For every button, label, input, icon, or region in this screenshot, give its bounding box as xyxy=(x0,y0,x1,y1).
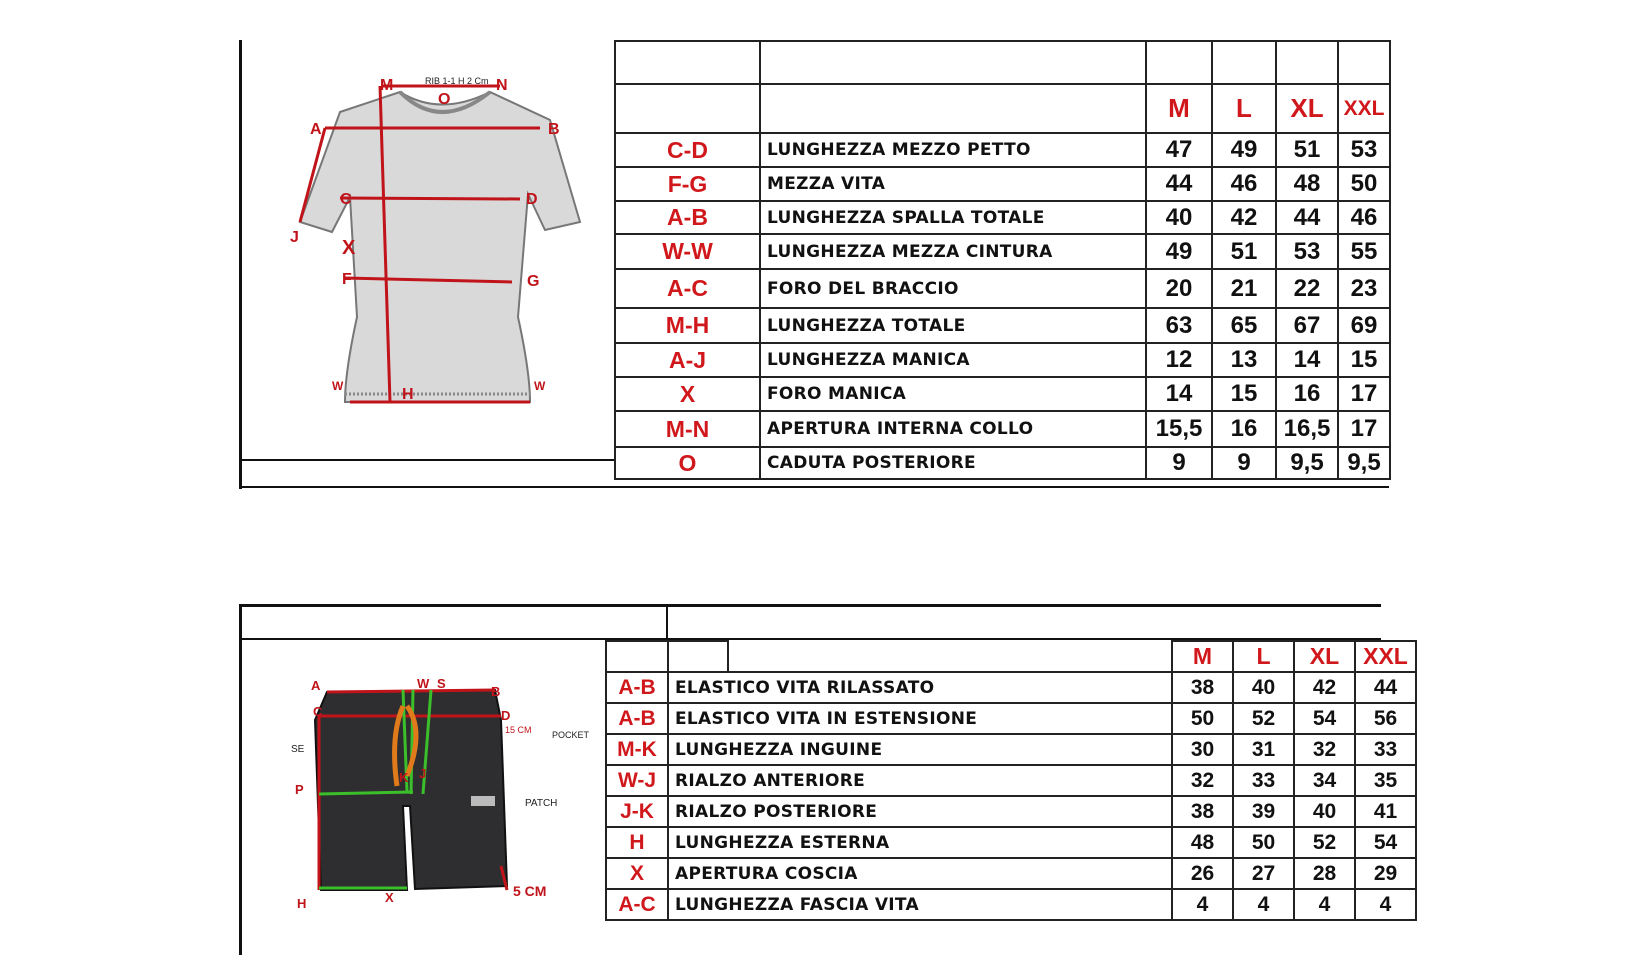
shirt-table-row xyxy=(615,377,1390,411)
measure-label: LUNGHEZZA INGUINE xyxy=(668,734,1172,765)
shorts-table-row xyxy=(606,858,1416,889)
point-label: D xyxy=(526,191,538,208)
measure-value: 40 xyxy=(1146,201,1212,234)
top-left-border xyxy=(239,40,242,489)
measure-value: 55 xyxy=(1338,234,1390,269)
measure-value: 46 xyxy=(1212,167,1276,201)
point-label: A xyxy=(311,678,321,693)
measure-code: X xyxy=(615,377,760,411)
size-header: XL xyxy=(1276,84,1338,133)
shirt-table-row xyxy=(615,269,1390,308)
shorts-table-row xyxy=(606,889,1416,920)
measure-label: LUNGHEZZA MEZZO PETTO xyxy=(760,133,1146,167)
measure-value: 54 xyxy=(1294,703,1355,734)
tshirt-diagram xyxy=(290,72,590,422)
size-header: M xyxy=(1146,84,1212,133)
measure-code: A-C xyxy=(606,889,668,920)
measure-value: 9 xyxy=(1146,447,1212,479)
measure-value: 44 xyxy=(1276,201,1338,234)
d-measure-note: 15 CM xyxy=(505,725,532,735)
shirt-table-row xyxy=(615,167,1390,201)
point-label: H xyxy=(402,386,414,403)
bottom-left-border xyxy=(239,605,242,955)
patch-note: PATCH xyxy=(525,798,558,809)
measure-value: 67 xyxy=(1276,308,1338,343)
measure-value: 14 xyxy=(1146,377,1212,411)
bottom-header-divider xyxy=(666,605,668,640)
measure-label: ELASTICO VITA IN ESTENSIONE xyxy=(668,703,1172,734)
measure-value: 29 xyxy=(1355,858,1416,889)
shorts-table-row xyxy=(606,672,1416,703)
point-label: B xyxy=(548,121,560,138)
measure-code: H xyxy=(606,827,668,858)
measure-value: 15 xyxy=(1338,343,1390,377)
shirt-table-row xyxy=(615,234,1390,269)
measure-label: ELASTICO VITA RILASSATO xyxy=(668,672,1172,703)
shorts-size-header xyxy=(606,641,1416,672)
measure-value: 42 xyxy=(1294,672,1355,703)
pocket-note: POCKET xyxy=(552,730,590,740)
measure-value: 50 xyxy=(1172,703,1233,734)
measure-value: 13 xyxy=(1212,343,1276,377)
point-label: J xyxy=(290,229,299,246)
measure-value: 16,5 xyxy=(1276,411,1338,447)
shorts-table-row xyxy=(606,765,1416,796)
shorts-table-row xyxy=(606,827,1416,858)
measure-value: 22 xyxy=(1276,269,1338,308)
measure-value: 4 xyxy=(1294,889,1355,920)
measure-value: 34 xyxy=(1294,765,1355,796)
point-label: H xyxy=(297,896,307,911)
measure-value: 16 xyxy=(1212,411,1276,447)
measure-value: 56 xyxy=(1355,703,1416,734)
measure-code: A-B xyxy=(615,201,760,234)
measure-code: J-K xyxy=(606,796,668,827)
measure-value: 17 xyxy=(1338,411,1390,447)
measure-value: 32 xyxy=(1172,765,1233,796)
measure-value: 69 xyxy=(1338,308,1390,343)
point-label: K xyxy=(399,770,409,785)
measure-code: M-K xyxy=(606,734,668,765)
measure-label: LUNGHEZZA MANICA xyxy=(760,343,1146,377)
hem-note: 5 CM xyxy=(513,883,547,899)
measure-code: M-H xyxy=(615,308,760,343)
measure-value: 15,5 xyxy=(1146,411,1212,447)
side-note: SE xyxy=(291,744,305,755)
patch-icon xyxy=(471,796,495,806)
shirt-table-row xyxy=(615,308,1390,343)
measure-value: 14 xyxy=(1276,343,1338,377)
measure-label: LUNGHEZZA MEZZA CINTURA xyxy=(760,234,1146,269)
measure-label: LUNGHEZZA TOTALE xyxy=(760,308,1146,343)
measure-value: 49 xyxy=(1212,133,1276,167)
point-label: C xyxy=(340,191,352,208)
measure-value: 30 xyxy=(1172,734,1233,765)
measure-value: 52 xyxy=(1233,703,1294,734)
size-header: L xyxy=(1212,84,1276,133)
measure-value: 63 xyxy=(1146,308,1212,343)
measure-value: 51 xyxy=(1276,133,1338,167)
point-label: X xyxy=(342,237,356,259)
point-label: M xyxy=(380,77,394,94)
shirt-table-row xyxy=(615,343,1390,377)
point-label: N xyxy=(496,77,508,94)
top-bottom-border xyxy=(239,486,1389,488)
size-header: XXL xyxy=(1338,84,1390,133)
point-label: W xyxy=(417,676,430,691)
measure-label: MEZZA VITA xyxy=(760,167,1146,201)
measure-value: 40 xyxy=(1294,796,1355,827)
measure-value: 33 xyxy=(1233,765,1294,796)
measure-label: LUNGHEZZA ESTERNA xyxy=(668,827,1172,858)
measure-label: CADUTA POSTERIORE xyxy=(760,447,1146,479)
measure-code: F-G xyxy=(615,167,760,201)
size-header: M xyxy=(1172,641,1233,672)
measure-value: 51 xyxy=(1212,234,1276,269)
measure-value: 15 xyxy=(1212,377,1276,411)
measure-value: 53 xyxy=(1276,234,1338,269)
measure-value: 35 xyxy=(1355,765,1416,796)
point-label: B xyxy=(491,684,501,699)
measure-value: 9 xyxy=(1212,447,1276,479)
measure-value: 4 xyxy=(1172,889,1233,920)
measure-value: 41 xyxy=(1355,796,1416,827)
measure-value: 48 xyxy=(1276,167,1338,201)
point-label: S xyxy=(437,676,446,691)
point-label: D xyxy=(501,708,511,723)
size-header: L xyxy=(1233,641,1294,672)
measure-value: 4 xyxy=(1355,889,1416,920)
measure-label: LUNGHEZZA FASCIA VITA xyxy=(668,889,1172,920)
measure-value: 32 xyxy=(1294,734,1355,765)
measure-value: 26 xyxy=(1172,858,1233,889)
point-label: F xyxy=(342,271,352,288)
measure-code: A-C xyxy=(615,269,760,308)
measure-value: 44 xyxy=(1146,167,1212,201)
measure-value: 28 xyxy=(1294,858,1355,889)
measure-code: C-D xyxy=(615,133,760,167)
size-header: XXL xyxy=(1355,641,1416,672)
measure-value: 47 xyxy=(1146,133,1212,167)
shirt-size-header xyxy=(615,84,1390,133)
shirt-table-row xyxy=(615,447,1390,479)
shorts-table-row xyxy=(606,703,1416,734)
measure-value: 27 xyxy=(1233,858,1294,889)
measure-value: 17 xyxy=(1338,377,1390,411)
measure-value: 50 xyxy=(1233,827,1294,858)
size-header: XL xyxy=(1294,641,1355,672)
measure-value: 38 xyxy=(1172,796,1233,827)
shorts-diagram xyxy=(291,676,595,916)
measure-value: 42 xyxy=(1212,201,1276,234)
point-label: W xyxy=(332,379,344,393)
measure-value: 44 xyxy=(1355,672,1416,703)
measure-code: O xyxy=(615,447,760,479)
measure-label: LUNGHEZZA SPALLA TOTALE xyxy=(760,201,1146,234)
measure-code: A-B xyxy=(606,703,668,734)
point-label: J xyxy=(419,766,427,781)
measure-value: 16 xyxy=(1276,377,1338,411)
measure-label: APERTURA INTERNA COLLO xyxy=(760,411,1146,447)
measure-value: 21 xyxy=(1212,269,1276,308)
point-label: O xyxy=(438,91,451,108)
point-label: P xyxy=(295,782,304,797)
point-label: X xyxy=(385,890,394,905)
measure-value: 65 xyxy=(1212,308,1276,343)
measure-value: 9,5 xyxy=(1276,447,1338,479)
top-left-divider xyxy=(239,459,614,461)
bottom-top-border xyxy=(239,604,1381,607)
measure-value: 49 xyxy=(1146,234,1212,269)
measure-label: APERTURA COSCIA xyxy=(668,858,1172,889)
measure-value: 20 xyxy=(1146,269,1212,308)
measure-code: X xyxy=(606,858,668,889)
measure-value: 40 xyxy=(1233,672,1294,703)
measure-value: 52 xyxy=(1294,827,1355,858)
measure-label: FORO MANICA xyxy=(760,377,1146,411)
measure-value: 53 xyxy=(1338,133,1390,167)
measure-code: A-J xyxy=(615,343,760,377)
measure-value: 31 xyxy=(1233,734,1294,765)
measure-value: 9,5 xyxy=(1338,447,1390,479)
measure-label: RIALZO ANTERIORE xyxy=(668,765,1172,796)
measure-code: W-J xyxy=(606,765,668,796)
measure-code: M-N xyxy=(615,411,760,447)
point-label: G xyxy=(527,273,540,290)
measure-code: W-W xyxy=(615,234,760,269)
measure-value: 50 xyxy=(1338,167,1390,201)
measure-value: 33 xyxy=(1355,734,1416,765)
measure-value: 12 xyxy=(1146,343,1212,377)
measure-value: 23 xyxy=(1338,269,1390,308)
shirt-table-row xyxy=(615,411,1390,447)
measure-value: 38 xyxy=(1172,672,1233,703)
neck-note: RIB 1-1 H 2 Cm xyxy=(425,76,489,86)
shirt-size-table xyxy=(614,40,1391,480)
point-label: C xyxy=(313,704,323,719)
measure-label: FORO DEL BRACCIO xyxy=(760,269,1146,308)
measure-value: 46 xyxy=(1338,201,1390,234)
measure-value: 54 xyxy=(1355,827,1416,858)
measure-value: 48 xyxy=(1172,827,1233,858)
shirt-table-row xyxy=(615,133,1390,167)
shirt-table-row xyxy=(615,201,1390,234)
shorts-table-row xyxy=(606,734,1416,765)
measure-value: 39 xyxy=(1233,796,1294,827)
measure-value: 4 xyxy=(1233,889,1294,920)
shorts-size-table xyxy=(605,640,1417,921)
shorts-table-row xyxy=(606,796,1416,827)
measure-code: A-B xyxy=(606,672,668,703)
point-label: A xyxy=(310,121,322,138)
measure-label: RIALZO POSTERIORE xyxy=(668,796,1172,827)
point-label: W xyxy=(534,379,546,393)
